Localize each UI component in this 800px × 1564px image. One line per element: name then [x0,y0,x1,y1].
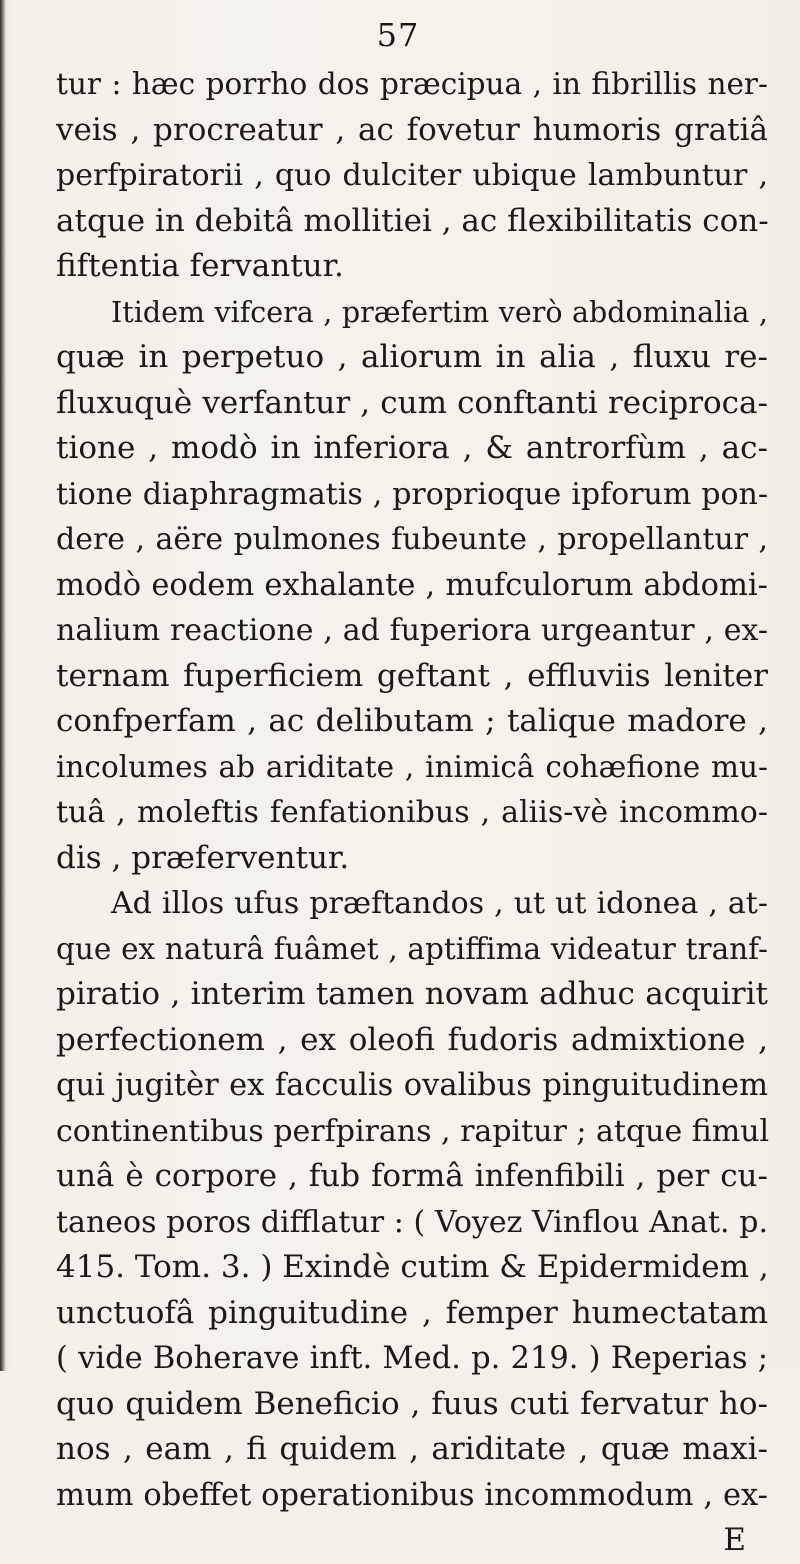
catchword: E [723,1522,746,1558]
text-line: mum obeffet operationibus incommodum , ex- [56,1477,768,1513]
text-line: quæ in perpetuo , aliorum in alia , fluxu re- [56,339,768,375]
text-line: veis , procreatur , ac fovetur humoris gratiâ [56,111,768,148]
text-line: tur : hæc porrho dos præcipua , in fibrillis ner- [56,67,768,101]
page-number: 57 [376,16,420,54]
paragraph-start-line: Ad illos ufus præftandos , ut ut idonea , at- [111,886,768,921]
text-line: fluxuquè verfantur , cum conftanti reciproca- [56,384,768,421]
text-line: incolumes ab ariditate , inimicâ cohæfione mu- [56,749,768,784]
text-line: taneos poros difflatur : ( Voyez Vinflou Anat. p. [56,1204,768,1240]
text-line: perfectionem , ex oleofi fudoris admixtione , [56,1021,768,1058]
page-gutter-edge [0,0,6,1371]
text-line: piratio , interim tamen novam adhuc acquirit [56,976,768,1012]
text-line: perfpiratorii , quo dulciter ubique lambuntur , [56,158,768,193]
body-text [56,62,768,1564]
text-line: ternam fuperficiem geftant , effluviis leniter [56,657,768,694]
text-line: nalium reactione , ad fuperiora urgeantur , ex- [56,613,768,648]
paragraph-start-line: Itidem vifcera , præfertim verò abdominalia , [111,295,768,329]
text-line: 415. Tom. 3. ) Exindè cutim & Epidermidem , [56,1249,769,1285]
text-line: modò eodem exhalante , mufculorum abdomi- [56,567,768,603]
text-line: que ex naturâ fuâmet , aptiffima videatur tranf- [56,931,768,966]
text-line: tione , modò in inferiora , & antrorfùm , ac- [56,430,768,466]
text-line: atque in debitâ mollitiei , ac flexibilitatis con- [56,202,769,239]
text-line: unâ è corpore , fub formâ infenfibili , per cu- [56,1158,768,1194]
text-line: ( vide Boherave inft. Med. p. 219. ) Reperias ; [56,1341,768,1376]
text-line: quo quidem Beneficio , fuus cuti fervatur ho- [56,1385,768,1422]
text-line: dis , præferventur. [56,839,350,876]
text-line: confperfam , ac delibutam ; talique madore , [56,703,768,739]
text-line: tione diaphragmatis , proprioque ipforum pon- [56,476,768,512]
text-line: continentibus perfpirans , rapitur ; atque fimul [56,1113,770,1149]
text-line: nos , eam , fi quidem , ariditate , quæ maxi- [56,1431,768,1467]
text-line: qui jugitèr ex facculis ovalibus pinguitudinem [56,1068,768,1103]
text-line: dere , aëre pulmones fubeunte , propellantur , [56,522,768,557]
text-line: unctuofâ pinguitudine , femper humectatam [56,1294,768,1331]
text-line: tuâ , moleftis fenfationibus , aliis-vè incommo- [56,795,768,830]
text-line: fiftentia fervantur. [56,248,344,284]
